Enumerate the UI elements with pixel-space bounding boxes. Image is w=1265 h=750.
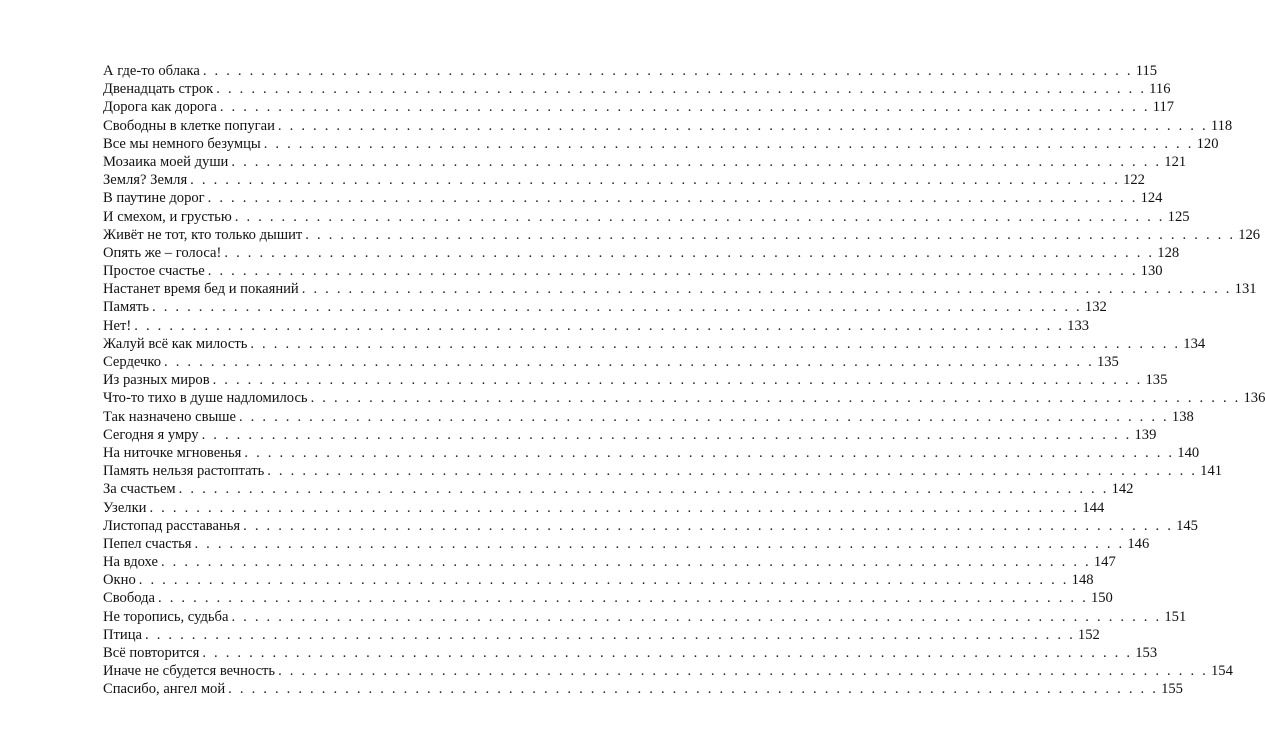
dot-leader: . . . . . . . . . . . . . . . . . . . . . . . . . . . . . . . . . . . . . . . . . . . . . . . . . . . . . . . . . . . . . . . . . . . . . . . . . . . . . . . .: [145, 626, 1075, 643]
toc-entry: [103, 553, 1116, 571]
toc-entry-title: Так назначено свыше: [103, 408, 236, 425]
toc-entry: [103, 517, 1198, 535]
toc-entry-title: Свобода: [103, 590, 156, 607]
toc-entry-page: 130: [1140, 263, 1163, 280]
table-of-contents: [103, 62, 1265, 699]
dot-leader: . . . . . . . . . . . . . . . . . . . . . . . . . . . . . . . . . . . . . . . . . . . . . . . . . . . . . . . . . . . . . . . . . . . . . . . . . . . . . . . .: [201, 426, 1132, 443]
toc-entry-page: 125: [1167, 208, 1190, 225]
toc-entry: [103, 153, 1187, 171]
toc-entry: [103, 589, 1113, 607]
toc-entry-title: Память: [103, 299, 149, 316]
toc-entry-page: 135: [1096, 354, 1119, 370]
dot-leader: . . . . . . . . . . . . . . . . . . . . . . . . . . . . . . . . . . . . . . . . . . . . . . . . . . . . . . . . . . . . . . . . . . . . . . . . . . . . . . . .: [231, 608, 1162, 625]
toc-entry-title: Всё повторится: [103, 645, 200, 661]
dot-leader: . . . . . . . . . . . . . . . . . . . . . . . . . . . . . . . . . . . . . . . . . . . . . . . . . . . . . . . . . . . . . . . . . . . . . . . . . . . . . . . .: [243, 517, 1174, 534]
toc-entry-page: 118: [1210, 117, 1233, 134]
dot-leader: . . . . . . . . . . . . . . . . . . . . . . . . . . . . . . . . . . . . . . . . . . . . . . . . . . . . . . . . . . . . . . . . . . . . . . . . . . . . . . . .: [134, 317, 1065, 334]
toc-entry-title: На вдохе: [103, 554, 158, 571]
toc-entry-title: Опять же – голоса!: [103, 244, 222, 261]
toc-entry-page: 120: [1196, 135, 1219, 152]
toc-entry-page: 122: [1123, 172, 1145, 189]
dot-leader: . . . . . . . . . . . . . . . . . . . . . . . . . . . . . . . . . . . . . . . . . . . . . . . . . . . . . . . . . . . . . . . . . . . . . . . . . . . . . . . .: [234, 208, 1165, 225]
toc-entry: [103, 171, 1145, 189]
toc-entry-title: Все мы немного безумцы: [103, 135, 261, 152]
toc-entry: [103, 480, 1134, 498]
dot-leader: . . . . . . . . . . . . . . . . . . . . . . . . . . . . . . . . . . . . . . . . . . . . . . . . . . . . . . . . . . . . . . . . . . . . . . . . . . . . . . . .: [305, 226, 1236, 243]
dot-leader: . . . . . . . . . . . . . . . . . . . . . . . . . . . . . . . . . . . . . . . . . . . . . . . . . . . . . . . . . . . . . . . . . . . . . . . . . . . . . . . .: [310, 390, 1241, 407]
toc-entry-title: Узелки: [103, 499, 147, 516]
toc-entry: [103, 462, 1223, 480]
toc-entry: [103, 80, 1171, 98]
toc-entry-title: Мозаика моей души: [103, 153, 229, 170]
dot-leader: . . . . . . . . . . . . . . . . . . . . . . . . . . . . . . . . . . . . . . . . . . . . . . . . . . . . . . . . . . . . . . . . . . . . . . . . . . . . . . . .: [164, 354, 1094, 370]
toc-entry-title: Что-то тихо в душе надломилось: [103, 390, 308, 407]
dot-leader: . . . . . . . . . . . . . . . . . . . . . . . . . . . . . . . . . . . . . . . . . . . . . . . . . . . . . . . . . . . . . . . . . . . . . . . . . . . . . . . .: [267, 463, 1198, 480]
toc-entry: [103, 135, 1219, 153]
dot-leader: . . . . . . . . . . . . . . . . . . . . . . . . . . . . . . . . . . . . . . . . . . . . . . . . . . . . . . . . . . . . . . . . . . . . . . . . . . . . . . . .: [178, 481, 1109, 498]
dot-leader: . . . . . . . . . . . . . . . . . . . . . . . . . . . . . . . . . . . . . . . . . . . . . . . . . . . . . . . . . . . . . . . . . . . . . . . . . . . . . . . .: [219, 99, 1150, 116]
toc-entry-title: На ниточке мгновенья: [103, 444, 242, 461]
toc-entry: [103, 535, 1150, 553]
toc-entry: [103, 226, 1261, 244]
toc-entry: [103, 444, 1200, 462]
toc-entry-title: Спасибо, ангел мой: [103, 681, 226, 698]
toc-entry-page: 117: [1152, 99, 1175, 116]
toc-entry-page: 126: [1238, 226, 1261, 243]
toc-entry-page: 140: [1177, 444, 1200, 461]
toc-entry-page: 150: [1090, 590, 1113, 607]
toc-entry-title: Пепел счастья: [103, 535, 192, 552]
toc-entry-page: 153: [1135, 645, 1158, 661]
toc-entry-title: Из разных миров: [103, 372, 210, 389]
dot-leader: . . . . . . . . . . . . . . . . . . . . . . . . . . . . . . . . . . . . . . . . . . . . . . . . . . . . . . . . . . . . . . . . . . . . . . . . . . . . . . . .: [278, 663, 1208, 680]
toc-entry-title: А где-то облака: [103, 63, 200, 79]
toc-entry: [103, 298, 1107, 316]
dot-leader: . . . . . . . . . . . . . . . . . . . . . . . . . . . . . . . . . . . . . . . . . . . . . . . . . . . . . . . . . . . . . . . . . . . . . . . . . . . . . . . .: [263, 135, 1194, 152]
dot-leader: . . . . . . . . . . . . . . . . . . . . . . . . . . . . . . . . . . . . . . . . . . . . . . . . . . . . . . . . . . . . . . . . . . . . . . . . . . . . . . . .: [138, 572, 1069, 589]
toc-entry-page: 151: [1164, 608, 1187, 625]
toc-entry-page: 134: [1183, 335, 1206, 352]
toc-entry-title: Настанет время бед и покаяний: [103, 281, 299, 298]
toc-entry-page: 154: [1211, 663, 1233, 680]
dot-leader: . . . . . . . . . . . . . . . . . . . . . . . . . . . . . . . . . . . . . . . . . . . . . . . . . . . . . . . . . . . . . . . . . . . . . . . . . . . . . . . .: [250, 335, 1181, 352]
toc-entry-page: 145: [1176, 517, 1198, 534]
toc-entry-title: Нет!: [103, 317, 132, 334]
toc-entry-title: Двенадцать строк: [103, 81, 214, 98]
toc-entry-page: 115: [1135, 63, 1158, 79]
toc-entry-page: 121: [1164, 153, 1187, 170]
toc-entry: [103, 608, 1187, 626]
toc-entry: [103, 62, 1158, 80]
toc-entry: [103, 317, 1090, 335]
toc-entry-title: Птица: [103, 626, 143, 643]
toc-entry-title: В паутине дорог: [103, 190, 205, 207]
toc-entry-page: 124: [1140, 190, 1163, 207]
toc-entry-page: 141: [1200, 463, 1223, 480]
toc-entry: [103, 208, 1190, 226]
toc-entry-title: Простое счастье: [103, 263, 205, 280]
toc-entry-page: 146: [1127, 535, 1150, 552]
dot-leader: . . . . . . . . . . . . . . . . . . . . . . . . . . . . . . . . . . . . . . . . . . . . . . . . . . . . . . . . . . . . . . . . . . . . . . . . . . . . . . . .: [158, 590, 1088, 607]
toc-entry: [103, 408, 1194, 426]
toc-entry-page: 139: [1134, 426, 1157, 443]
toc-entry-page: 116: [1149, 81, 1171, 98]
toc-entry: [103, 189, 1163, 207]
toc-entry-title: Земля? Земля: [103, 172, 188, 189]
dot-leader: . . . . . . . . . . . . . . . . . . . . . . . . . . . . . . . . . . . . . . . . . . . . . . . . . . . . . . . . . . . . . . . . . . . . . . . . . . . . . . . .: [238, 408, 1169, 425]
toc-entry-page: 135: [1145, 372, 1168, 389]
toc-entry: [103, 244, 1180, 262]
dot-leader: . . . . . . . . . . . . . . . . . . . . . . . . . . . . . . . . . . . . . . . . . . . . . . . . . . . . . . . . . . . . . . . . . . . . . . . . . . . . . . . .: [231, 153, 1162, 170]
dot-leader: . . . . . . . . . . . . . . . . . . . . . . . . . . . . . . . . . . . . . . . . . . . . . . . . . . . . . . . . . . . . . . . . . . . . . . . . . . . . . . . .: [228, 681, 1159, 698]
toc-entry-title: Память нельзя растоптать: [103, 463, 265, 480]
toc-entry: [103, 353, 1119, 371]
toc-entry-title: Листопад расставанья: [103, 517, 241, 534]
toc-entry-page: 131: [1234, 281, 1257, 298]
toc-entry: [103, 389, 1265, 407]
dot-leader: . . . . . . . . . . . . . . . . . . . . . . . . . . . . . . . . . . . . . . . . . . . . . . . . . . . . . . . . . . . . . . . . . . . . . . . . . . . . . . . .: [301, 281, 1232, 298]
dot-leader: . . . . . . . . . . . . . . . . . . . . . . . . . . . . . . . . . . . . . . . . . . . . . . . . . . . . . . . . . . . . . . . . . . . . . . . . . . . . . . . .: [207, 263, 1138, 280]
toc-entry-title: Дорога как дорога: [103, 99, 217, 116]
toc-entry-page: 147: [1093, 554, 1116, 571]
dot-leader: . . . . . . . . . . . . . . . . . . . . . . . . . . . . . . . . . . . . . . . . . . . . . . . . . . . . . . . . . . . . . . . . . . . . . . . . . . . . . . . .: [212, 372, 1143, 389]
toc-entry-page: 152: [1077, 626, 1100, 643]
dot-leader: . . . . . . . . . . . . . . . . . . . . . . . . . . . . . . . . . . . . . . . . . . . . . . . . . . . . . . . . . . . . . . . . . . . . . . . . . . . . . . . .: [160, 554, 1091, 571]
toc-entry-page: 155: [1161, 681, 1183, 698]
toc-entry: [103, 571, 1094, 589]
toc-entry-title: За счастьем: [103, 481, 176, 498]
toc-entry-title: Жалуй всё как милость: [103, 335, 248, 352]
toc-entry-title: Живёт не тот, кто только дышит: [103, 226, 303, 243]
dot-leader: . . . . . . . . . . . . . . . . . . . . . . . . . . . . . . . . . . . . . . . . . . . . . . . . . . . . . . . . . . . . . . . . . . . . . . . . . . . . . . . .: [194, 535, 1125, 552]
dot-leader: . . . . . . . . . . . . . . . . . . . . . . . . . . . . . . . . . . . . . . . . . . . . . . . . . . . . . . . . . . . . . . . . . . . . . . . . . . . . . . . .: [190, 172, 1121, 189]
toc-entry-page: 132: [1084, 299, 1107, 316]
toc-entry: [103, 280, 1257, 298]
toc-entry: [103, 426, 1157, 444]
dot-leader: . . . . . . . . . . . . . . . . . . . . . . . . . . . . . . . . . . . . . . . . . . . . . . . . . . . . . . . . . . . . . . . . . . . . . . . . . . . . . . . .: [216, 81, 1147, 98]
toc-entry-page: 136: [1243, 390, 1265, 407]
toc-entry-page: 144: [1082, 499, 1105, 516]
toc-entry: [103, 626, 1100, 644]
toc-entry-page: 148: [1071, 572, 1094, 589]
toc-entry-title: Сегодня я умру: [103, 426, 199, 443]
toc-entry-title: И смехом, и грустью: [103, 208, 232, 225]
dot-leader: . . . . . . . . . . . . . . . . . . . . . . . . . . . . . . . . . . . . . . . . . . . . . . . . . . . . . . . . . . . . . . . . . . . . . . . . . . . . . . . .: [207, 190, 1138, 207]
toc-entry-title: Окно: [103, 572, 136, 589]
dot-leader: . . . . . . . . . . . . . . . . . . . . . . . . . . . . . . . . . . . . . . . . . . . . . . . . . . . . . . . . . . . . . . . . . . . . . . . . . . . . . . . .: [149, 499, 1080, 516]
toc-entry: [103, 680, 1183, 698]
dot-leader: . . . . . . . . . . . . . . . . . . . . . . . . . . . . . . . . . . . . . . . . . . . . . . . . . . . . . . . . . . . . . . . . . . . . . . . . . . . . . . . .: [244, 444, 1175, 461]
toc-entry: [103, 262, 1163, 280]
toc-entry: [103, 117, 1233, 135]
dot-leader: . . . . . . . . . . . . . . . . . . . . . . . . . . . . . . . . . . . . . . . . . . . . . . . . . . . . . . . . . . . . . . . . . . . . . . . . . . . . . . . .: [277, 117, 1208, 134]
toc-entry-title: Не торопись, судьба: [103, 608, 229, 625]
dot-leader: . . . . . . . . . . . . . . . . . . . . . . . . . . . . . . . . . . . . . . . . . . . . . . . . . . . . . . . . . . . . . . . . . . . . . . . . . . . . . . . .: [152, 299, 1082, 316]
toc-entry-title: Свободны в клетке попугаи: [103, 117, 275, 134]
toc-entry: [103, 662, 1233, 680]
toc-entry-title: Сердечко: [103, 354, 162, 370]
toc-entry: [103, 335, 1206, 353]
toc-entry: [103, 371, 1168, 389]
dot-leader: . . . . . . . . . . . . . . . . . . . . . . . . . . . . . . . . . . . . . . . . . . . . . . . . . . . . . . . . . . . . . . . . . . . . . . . . . . . . . . . .: [202, 63, 1133, 79]
toc-entry-page: 128: [1157, 244, 1180, 261]
toc-entry-page: 133: [1067, 317, 1090, 334]
toc-entry: [103, 644, 1158, 662]
toc-entry-page: 138: [1171, 408, 1194, 425]
toc-entry-page: 142: [1111, 481, 1134, 498]
toc-entry: [103, 98, 1175, 116]
toc-entry-title: Иначе не сбудется вечность: [103, 663, 276, 680]
toc-entry: [103, 499, 1105, 517]
dot-leader: . . . . . . . . . . . . . . . . . . . . . . . . . . . . . . . . . . . . . . . . . . . . . . . . . . . . . . . . . . . . . . . . . . . . . . . . . . . . . . . .: [202, 645, 1133, 661]
dot-leader: . . . . . . . . . . . . . . . . . . . . . . . . . . . . . . . . . . . . . . . . . . . . . . . . . . . . . . . . . . . . . . . . . . . . . . . . . . . . . . . .: [224, 244, 1155, 261]
